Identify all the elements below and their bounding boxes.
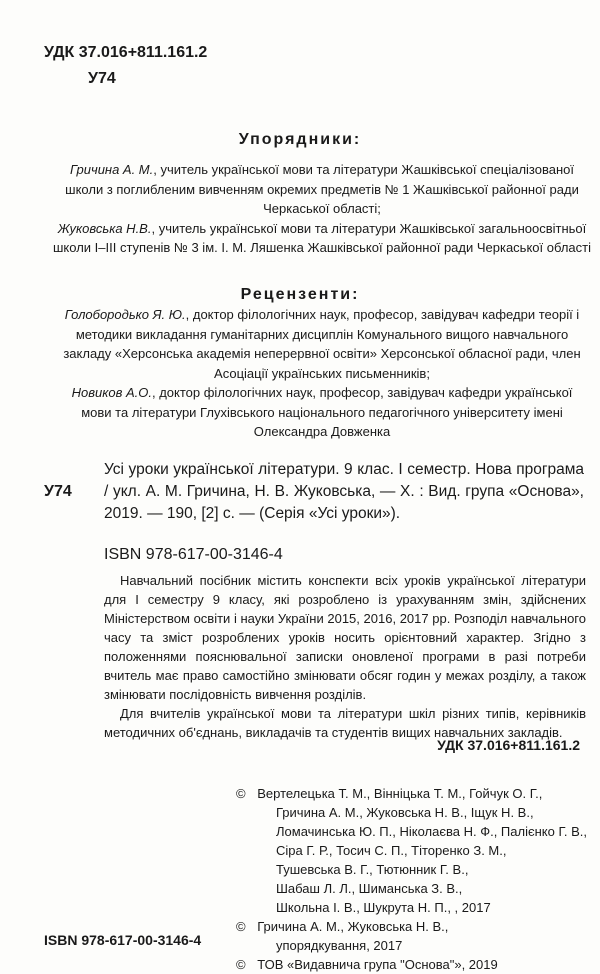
reviewer-text: , доктор філологічних наук, професор, завідувач кафедри української мови та літератури Глухівського національного педагогічного університету імені Олександра Довженка — [81, 385, 573, 439]
compilers-list — [52, 160, 592, 258]
copyright-authors — [236, 784, 592, 917]
annotation — [104, 571, 586, 742]
compiler-text: , учитель української мови та літератури Жашківської загальноосвітньої школи І–ІІІ ступенів № 3 ім. І. М. Ляшенка Жашківської районної ради Черкаської області — [53, 220, 591, 255]
annotation-paragraph: Для вчителів української мови та літератури шкіл різних типів, керівників методичних об'єднань, викладачів та студентів вищих навчальних закладів. — [104, 706, 586, 740]
copyright-line: Вертелецька Т. М., Вінніцька Т. М., Гойчук О. Г., — [257, 786, 543, 801]
copyright-line: Сіра Г. Р., Тосич С. П., Тіторенко З. М., — [276, 843, 507, 858]
copyright-line: упорядкування, 2017 — [276, 938, 403, 953]
reviewer-entry — [56, 383, 588, 442]
copyright-block — [236, 784, 592, 974]
catalog-code: У74 — [88, 70, 116, 87]
bibliographic-catalog-code: У74 — [44, 483, 72, 500]
compiler-name: Жуковська Н.В. — [57, 220, 152, 236]
reviewer-entry — [56, 305, 588, 383]
compilers-heading: Упорядники: — [238, 131, 362, 148]
copyright-compilers — [236, 917, 592, 955]
compiler-entry — [52, 219, 592, 258]
copyright-line: Тушевська В. Г., Тютюнник Г. В., — [276, 862, 469, 877]
copyright-line: Гричина А. М., Жуковська Н. В., Іщук Н. В., — [276, 805, 534, 820]
compiler-text: , учитель української мови та літератури Жашківської спеціалізованої школи з поглибленим вивченням окремих предметів № 1 Жашківської районної ради Черкаської області; — [65, 162, 579, 216]
copyright-symbol: © — [236, 957, 246, 972]
bibliographic-text: Усі уроки української літератури. 9 клас. І семестр. Нова програма / укл. А. М. Гричина, Н. В. Жуковська, — Х. : Вид. група «Основа», 2019. — 190, [2] с. — (Серія «Усі уроки»). — [104, 461, 584, 522]
reviewer-name: Голобородько Я. Ю. — [64, 307, 186, 322]
udk-code: УДК 37.016+811.161.2 — [44, 44, 208, 61]
copyright-line: Шабаш Л. Л., Шиманська З. В., — [276, 881, 463, 896]
copyright-line: Школьна І. В., Шукрута Н. П., , 2017 — [276, 900, 491, 915]
copyright-symbol: © — [236, 786, 246, 801]
isbn: ISBN 978-617-00-3146-4 — [104, 546, 283, 563]
reviewer-name: Новиков А.О. — [71, 385, 152, 400]
annotation-udk: УДК 37.016+811.161.2 — [437, 737, 580, 753]
copyright-symbol: © — [236, 919, 246, 934]
compiler-entry — [52, 160, 592, 219]
compiler-name: Гричина А. М. — [70, 162, 154, 177]
copyright-line: Гричина А. М., Жуковська Н. В., — [257, 919, 449, 934]
annotation-paragraph: Навчальний посібник містить конспекти всіх уроків української літератури для І семестру 9 класу, які розроблено із урахуванням змін, здійснених Міністерством освіти і науки України 2015, 2016, 2017 рр. Розподіл навчального часу та зміст розроблених уроків носить орієнтовний характер. Згідно з положеннями пояснювальної записки оновленої програми в разі потреби вчитель має право самостійно змінювати обсяг годин у межах розділу, а також змінювати послідовність вивчення розділів. — [104, 573, 586, 702]
copyright-line: Ломачинська Ю. П., Ніколаєва Н. Ф., Палієнко Г. В., — [276, 824, 588, 839]
reviewer-text: , доктор філологічних наук, професор, завідувач кафедри теорії і методики викладання гуманітарних дисциплін Комунального вищого навчального закладу «Херсонська академія неперервної освіти» Херсонської обласної ради, член Асоціації українських письменників; — [63, 307, 581, 381]
bibliographic-description — [104, 459, 584, 525]
reviewers-heading: Рецензенти: — [240, 286, 360, 303]
isbn-bottom: ISBN 978-617-00-3146-4 — [44, 932, 202, 948]
reviewers-list — [56, 305, 588, 442]
copyright-publisher — [236, 955, 592, 974]
publisher-name: ТОВ «Видавнича група "Основа"», 2019 — [257, 957, 498, 972]
